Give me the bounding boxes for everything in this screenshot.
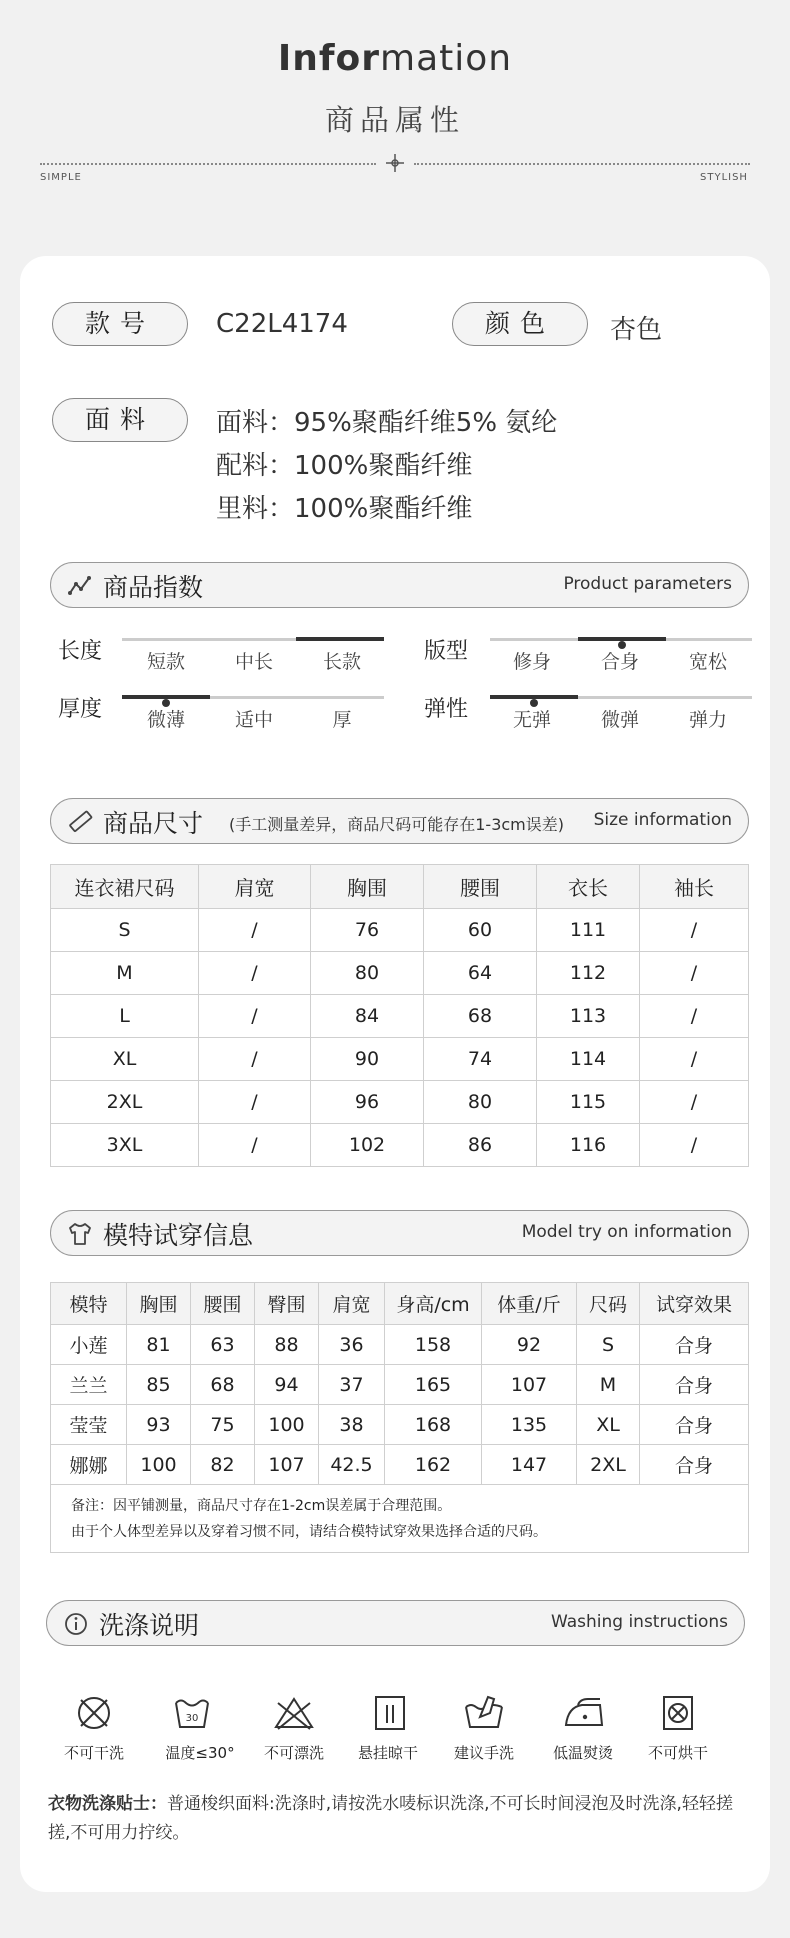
- size-cell: /: [199, 1081, 311, 1124]
- model-cell: 165: [385, 1365, 482, 1405]
- model-cell: 莹莹: [51, 1405, 127, 1445]
- elasticity-option-stretch: 弹力: [688, 709, 727, 731]
- size-header-cell: 袖长: [640, 865, 749, 909]
- model-cell: 合身: [640, 1445, 749, 1485]
- color-label: 颜色: [452, 302, 588, 346]
- model-cell: XL: [577, 1405, 640, 1445]
- simple-tag: SIMPLE: [40, 172, 82, 183]
- size-cell: 60: [424, 909, 537, 952]
- size-cell: 112: [537, 952, 640, 995]
- size-cell: 68: [424, 995, 537, 1038]
- size-table-header: [51, 865, 749, 909]
- size-cell: 102: [311, 1124, 424, 1167]
- washing-tips-label: 衣物洗涤贴士：: [48, 1794, 167, 1814]
- size-cell: 96: [311, 1081, 424, 1124]
- table-row: [51, 995, 749, 1038]
- model-cell: 68: [191, 1365, 255, 1405]
- model-cell: 82: [191, 1445, 255, 1485]
- size-cell: /: [640, 1038, 749, 1081]
- length-label: 长度: [58, 639, 103, 664]
- size-cell: 115: [537, 1081, 640, 1124]
- model-table-header: [51, 1283, 749, 1325]
- size-cell: /: [640, 1081, 749, 1124]
- model-info-en: Model try on information: [521, 1222, 732, 1242]
- model-cell: 38: [319, 1405, 385, 1445]
- shirt-icon: [67, 1221, 93, 1247]
- fabric-line-2: 配料：100%聚酯纤维: [216, 451, 473, 481]
- table-row: [51, 952, 749, 995]
- model-header-cell: 臀围: [255, 1283, 319, 1325]
- size-cell: /: [640, 1124, 749, 1167]
- style-number-label: 款号: [52, 302, 188, 346]
- model-header-cell: 试穿效果: [640, 1283, 749, 1325]
- model-info-header: [50, 1210, 749, 1256]
- size-header-cell: 连衣裙尺码: [51, 865, 199, 909]
- trend-icon: [67, 573, 93, 599]
- no-dry-clean-label: 不可干洗: [63, 1744, 124, 1762]
- model-note-row: [51, 1485, 749, 1553]
- low-iron-icon: [562, 1693, 606, 1733]
- model-cell: 42.5: [319, 1445, 385, 1485]
- product-index-header: [50, 562, 749, 608]
- model-cell: M: [577, 1365, 640, 1405]
- size-cell: 2XL: [51, 1081, 199, 1124]
- model-cell: 158: [385, 1325, 482, 1365]
- model-header-cell: 模特: [51, 1283, 127, 1325]
- info-icon: [63, 1611, 89, 1637]
- model-cell: 37: [319, 1365, 385, 1405]
- model-cell: 63: [191, 1325, 255, 1365]
- hang-dry-label: 悬挂晾干: [357, 1744, 418, 1762]
- fabric-label: 面料: [52, 398, 188, 442]
- wash-temp-text: 30: [185, 1713, 199, 1724]
- thickness-option-thick: 厚: [332, 709, 352, 731]
- size-cell: 111: [537, 909, 640, 952]
- length-option-long: 长款: [322, 651, 361, 673]
- size-cell: L: [51, 995, 199, 1038]
- size-cell: S: [51, 909, 199, 952]
- size-cell: /: [640, 952, 749, 995]
- table-row: [51, 1405, 749, 1445]
- model-cell: 兰兰: [51, 1365, 127, 1405]
- model-header-cell: 腰围: [191, 1283, 255, 1325]
- model-cell: 93: [127, 1405, 191, 1445]
- size-cell: 80: [424, 1081, 537, 1124]
- no-tumble-dry-icon: [656, 1693, 700, 1733]
- low-iron-label: 低温熨烫: [552, 1744, 613, 1762]
- size-cell: 3XL: [51, 1124, 199, 1167]
- fit-option-slim: 修身: [512, 651, 551, 673]
- model-header-cell: 体重/斤: [482, 1283, 577, 1325]
- size-cell: M: [51, 952, 199, 995]
- size-info-en: Size information: [593, 810, 732, 830]
- model-cell: 92: [482, 1325, 577, 1365]
- divider-right: [414, 163, 750, 165]
- size-cell: /: [199, 952, 311, 995]
- no-tumble-dry-label: 不可烘干: [647, 1744, 708, 1762]
- product-index-en: Product parameters: [563, 574, 732, 594]
- elasticity-option-slight: 微弹: [600, 709, 639, 731]
- size-cell: /: [640, 995, 749, 1038]
- model-cell: 2XL: [577, 1445, 640, 1485]
- washing-en: Washing instructions: [550, 1612, 728, 1632]
- page-title-en: Information: [277, 38, 513, 79]
- model-cell: 合身: [640, 1325, 749, 1365]
- size-header-cell: 腰围: [424, 865, 537, 909]
- size-cell: 74: [424, 1038, 537, 1081]
- model-header-cell: 胸围: [127, 1283, 191, 1325]
- model-cell: 88: [255, 1325, 319, 1365]
- stylish-tag: STYLISH: [700, 172, 748, 183]
- washing-title: 洗涤说明: [99, 1611, 200, 1640]
- model-cell: 168: [385, 1405, 482, 1445]
- size-cell: /: [199, 909, 311, 952]
- hand-wash-label: 建议手洗: [453, 1744, 514, 1762]
- length-selected-bar: [296, 637, 384, 641]
- hang-dry-icon: [368, 1693, 412, 1733]
- thickness-label: 厚度: [58, 697, 103, 722]
- model-cell: 合身: [640, 1365, 749, 1405]
- table-row: [51, 1081, 749, 1124]
- model-cell: 小莲: [51, 1325, 127, 1365]
- size-cell: 80: [311, 952, 424, 995]
- color-value: 杏色: [610, 315, 663, 345]
- length-option-mid: 中长: [234, 651, 273, 673]
- model-note-2: 由于个人体型差异以及穿着习惯不同，请结合模特试穿效果选择合适的尺码。: [71, 1523, 547, 1540]
- thickness-option-medium: 适中: [234, 709, 273, 731]
- ruler-icon: [67, 809, 93, 835]
- hand-wash-icon: [462, 1693, 506, 1733]
- washing-tips-text: 普通梭织面料:洗涤时,请按洗水唛标识洗涤,不可长时间浸泡及时洗涤,轻轻搓搓,不可用力拧绞。: [48, 1794, 733, 1843]
- size-cell: 116: [537, 1124, 640, 1167]
- fabric-line-1: 面料：95%聚酯纤维5% 氨纶: [216, 408, 558, 438]
- size-cell: 90: [311, 1038, 424, 1081]
- model-cell: 162: [385, 1445, 482, 1485]
- model-header-cell: 身高/cm: [385, 1283, 482, 1325]
- washing-tips: [48, 1790, 754, 1848]
- size-cell: /: [640, 909, 749, 952]
- size-header-cell: 胸围: [311, 865, 424, 909]
- table-row: [51, 1365, 749, 1405]
- size-cell: /: [199, 1038, 311, 1081]
- model-cell: 147: [482, 1445, 577, 1485]
- product-index-title: 商品指数: [103, 573, 204, 602]
- divider-left: [40, 163, 376, 165]
- model-cell: 36: [319, 1325, 385, 1365]
- fit-label: 版型: [424, 639, 469, 664]
- wash-temp-label: 温度≤30°: [165, 1744, 235, 1762]
- model-cell: 107: [255, 1445, 319, 1485]
- size-cell: XL: [51, 1038, 199, 1081]
- model-header-cell: 尺码: [577, 1283, 640, 1325]
- model-cell: 85: [127, 1365, 191, 1405]
- model-header-cell: 肩宽: [319, 1283, 385, 1325]
- model-cell: 107: [482, 1365, 577, 1405]
- cross-ornament-icon: [384, 152, 406, 174]
- model-cell: 94: [255, 1365, 319, 1405]
- no-bleach-label: 不可漂洗: [263, 1744, 324, 1762]
- size-cell: 84: [311, 995, 424, 1038]
- elasticity-option-none: 无弹: [512, 709, 551, 731]
- size-cell: 86: [424, 1124, 537, 1167]
- model-info-title: 模特试穿信息: [103, 1221, 254, 1250]
- size-info-title: 商品尺寸: [103, 809, 204, 838]
- style-number-value: C22L4174: [216, 309, 348, 339]
- size-header-cell: 衣长: [537, 865, 640, 909]
- model-cell: 75: [191, 1405, 255, 1445]
- size-cell: 113: [537, 995, 640, 1038]
- no-bleach-icon: [272, 1693, 316, 1733]
- table-row: [51, 1445, 749, 1485]
- table-row: [51, 1325, 749, 1365]
- no-dry-clean-icon: [72, 1693, 116, 1733]
- model-cell: 135: [482, 1405, 577, 1445]
- size-info-subtitle: (手工测量差异，商品尺码可能存在1-3cm误差): [229, 815, 565, 834]
- size-table: [50, 864, 749, 1167]
- page-title-cn: 商品属性: [324, 103, 465, 137]
- size-cell: 64: [424, 952, 537, 995]
- wash-30-icon: [170, 1693, 214, 1733]
- table-row: [51, 909, 749, 952]
- fabric-line-3: 里料：100%聚酯纤维: [216, 494, 473, 524]
- table-row: [51, 1124, 749, 1167]
- size-cell: 114: [537, 1038, 640, 1081]
- size-cell: /: [199, 995, 311, 1038]
- size-cell: 76: [311, 909, 424, 952]
- table-row: [51, 1038, 749, 1081]
- model-cell: 100: [127, 1445, 191, 1485]
- fit-option-regular: 合身: [600, 651, 639, 673]
- length-option-short: 短款: [146, 651, 185, 673]
- model-note-1: 备注：因平铺测量，商品尺寸存在1-2cm误差属于合理范围。: [71, 1497, 452, 1514]
- size-cell: /: [199, 1124, 311, 1167]
- size-info-header: [50, 798, 749, 844]
- washing-header: [46, 1600, 745, 1646]
- size-header-cell: 肩宽: [199, 865, 311, 909]
- model-cell: 81: [127, 1325, 191, 1365]
- thickness-option-thin: 微薄: [146, 709, 185, 731]
- model-cell: S: [577, 1325, 640, 1365]
- model-cell: 100: [255, 1405, 319, 1445]
- model-cell: 娜娜: [51, 1445, 127, 1485]
- fit-option-loose: 宽松: [688, 651, 727, 673]
- model-cell: 合身: [640, 1405, 749, 1445]
- model-table: [50, 1282, 749, 1553]
- elasticity-label: 弹性: [424, 697, 469, 722]
